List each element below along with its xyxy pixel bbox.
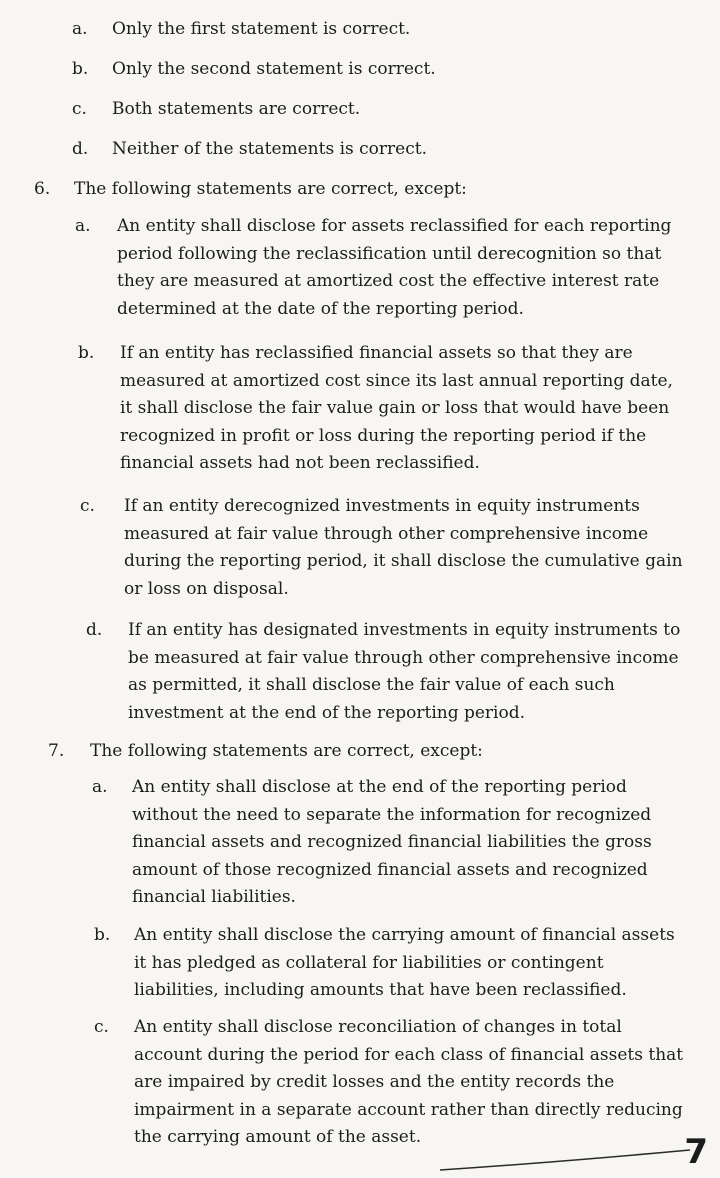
question-number: 7. [48,741,65,761]
option-text: An entity shall disclose the carrying amount of financial assets it has pledged as collateral for liabilities or contingent liabilities, including amounts that have been reclassified. [134,925,675,1000]
question-stem: The following statements are correct, except: [74,179,467,199]
question-number: 6. [34,179,51,199]
option-label: a. [72,19,88,39]
option-label: c. [72,99,87,119]
option-text: If an entity has reclassified financial assets so that they are measured at amortized cost since its last annual reporting date, it shall disclose the fair value gain or loss that would have been recognized in profit or loss during the reporting period if the financial assets had not been reclassified. [120,343,673,473]
option-text: Only the first statement is correct. [112,19,411,39]
option-label: d. [72,139,89,159]
option-text: Neither of the statements is correct. [112,139,427,159]
page-number: 7 [684,1132,708,1172]
option-label: a. [92,777,108,797]
option-label: a. [75,216,91,236]
option-label: c. [80,496,95,516]
option-label: b. [94,925,111,945]
option-label: c. [94,1017,109,1037]
option-text: Both statements are correct. [112,99,361,119]
option-text: An entity shall disclose at the end of the reporting period without the need to separate the information for recognized financial assets and recognized financial liabilities the gross amount of those recognized financial assets and recognized financial liabilities. [132,777,652,907]
option-text: An entity shall disclose reconciliation of changes in total account during the period for each class of financial assets that are impaired by credit losses and the entity records the impairment in a separate account rather than directly reducing the carrying amount of the asset. [134,1017,684,1147]
option-text: If an entity has designated investments in equity instruments to be measured at fair value through other comprehensive income as permitted, it shall disclose the fair value of each such investment at the end of the reporting period. [128,620,681,723]
option-text: An entity shall disclose for assets reclassified for each reporting period following the reclassification until derecognition so that they are measured at amortized cost the effective interest rate determined at the date of the reporting period. [117,216,672,319]
option-label: b. [78,343,95,363]
option-text: If an entity derecognized investments in equity instruments measured at fair value through other comprehensive income during the reporting period, it shall disclose the cumulative gain or loss on disposal. [124,496,683,599]
option-label: d. [86,620,103,640]
option-text: Only the second statement is correct. [112,59,436,79]
option-label: b. [72,59,89,79]
question-stem: The following statements are correct, except: [90,741,483,761]
